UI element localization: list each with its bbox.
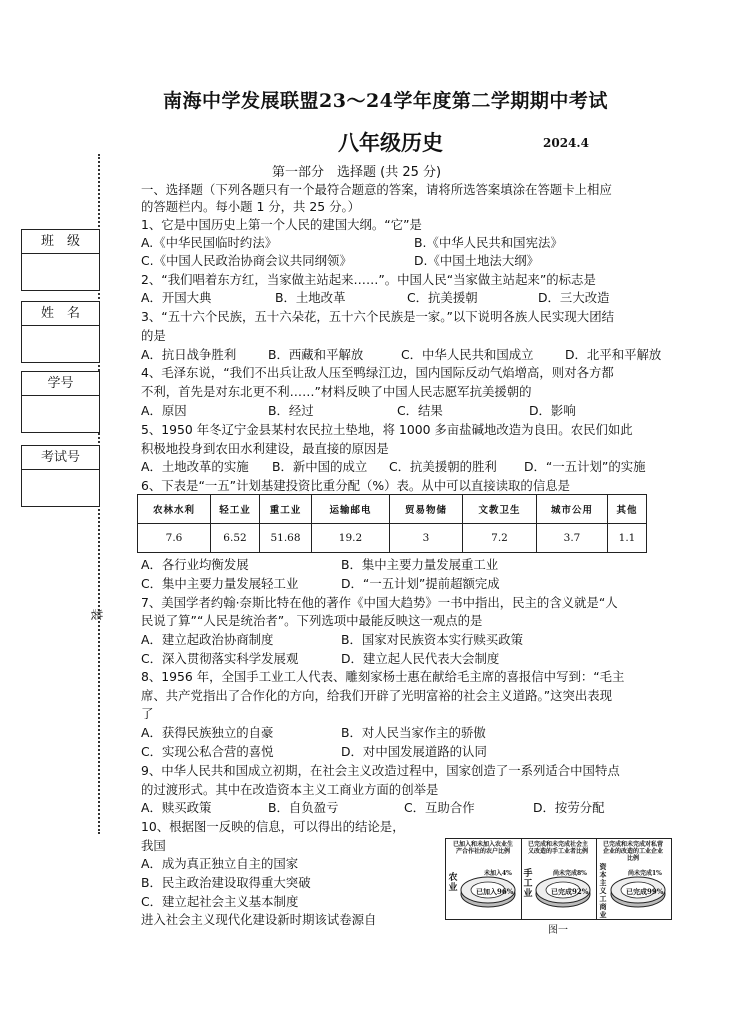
student-id-field[interactable] [21,371,100,433]
question-9-cont: 的过渡形式。其中在改造资本主义工商业方面的创举是 [141,782,439,797]
q10-option-c[interactable]: C．建立起社会主义基本制度 [141,894,299,909]
student-id-field-input[interactable] [22,396,99,432]
q7-option-c[interactable]: C．深入贯彻落实科学发展观 [141,651,299,666]
q4-option-a[interactable]: A．原因 [141,403,187,418]
question-7: 7、美国学者约翰·奈斯比特在他的著作《中国大趋势》一书中指出，民主的含义就是“人 [141,595,618,610]
question-7-cont: 民说了算”“人民是统治者”。下列选项中最能反映这一观点的是 [141,613,483,628]
pie-outer-label: 尚未完成1% [628,870,662,877]
table-cell: 19.2 [312,524,390,553]
table-cell: 7.6 [138,524,211,553]
exam-number-field-label: 考试号 [22,446,99,470]
question-10-cont: 我国 [141,838,166,853]
figure-caption: 已完成和未完成对私营企业的改造的工业企业比例 [602,841,663,862]
table-header-cell: 其他 [608,495,647,524]
table-cell: 51.68 [260,524,312,553]
q6-option-d[interactable]: D．“一五计划”提前超额完成 [341,576,500,591]
question-2: 2、“我们唱着东方红，当家做主站起来……”。中国人民“当家做主站起来”的标志是 [141,272,596,287]
exam-title: 南海中学发展联盟23～24学年度第二学期期中考试 [163,90,608,112]
q6-option-a[interactable]: A．各行业均衡发展 [141,557,249,572]
question-8-cont: 席、共产党指出了合作化的方向，给我们开辟了光明富裕的社会主义道路。”这突出表现 [141,688,613,703]
q7-option-d[interactable]: D．建立起人民代表大会制度 [341,651,500,666]
q2-option-c[interactable]: C．抗美援朝 [407,290,478,305]
q9-option-d[interactable]: D．按劳分配 [533,800,605,815]
table-cell: 3 [390,524,463,553]
table-cell: 7.2 [463,524,537,553]
student-id-field-label: 学号 [22,372,99,396]
exam-number-field[interactable] [21,445,100,507]
question-4: 4、毛泽东说，“我们不出兵让敌人压至鸭绿江边，国内国际反动气焰增高，则对各方都 [141,365,614,380]
q6-option-c[interactable]: C．集中主要力量发展轻工业 [141,576,299,591]
question-1: 1、它是中国历史上第一个人民的建国大纲。“它”是 [141,217,422,232]
q9-option-b[interactable]: B．自负盈亏 [268,800,339,815]
q6-option-b[interactable]: B．集中主要力量发展重工业 [341,557,499,572]
q5-option-d[interactable]: D．“一五计划”的实施 [524,459,646,474]
table-row [138,524,647,553]
table-header-cell: 贸易物储 [390,495,463,524]
table-header-cell: 农林水利 [138,495,211,524]
exam-number-field-input[interactable] [22,470,99,506]
q7-option-b[interactable]: B．国家对民族资本实行赎买政策 [341,632,523,647]
q3-option-d[interactable]: D．北平和平解放 [565,347,662,362]
q4-option-b[interactable]: B．经过 [268,403,314,418]
figure-side-label: 手工业 [523,869,533,899]
q5-option-a[interactable]: A．土地改革的实施 [141,459,249,474]
q2-option-a[interactable]: A．开国大典 [141,290,212,305]
binding-mark: 装 [89,608,104,621]
pie-inner-label: 已完成99% [626,887,664,896]
class-field-label: 班 级 [22,230,99,254]
q4-option-c[interactable]: C．结果 [397,403,443,418]
table-cell: 3.7 [537,524,608,553]
question-5: 5、1950 年冬辽宁金县某村农民拉土垫地，将 1000 多亩盐碱地改造为良田。农民们如此 [141,422,633,437]
section-heading: 第一部分 选择题 (共 25 分) [272,165,442,180]
q9-option-c[interactable]: C．互助合作 [404,800,475,815]
table-header-cell: 轻工业 [211,495,260,524]
pie-outer-label: 未加入4% [484,870,512,877]
figure-title: 图一 [548,925,568,936]
pie-outer-label: 尚未完成8% [553,870,587,877]
q4-option-d[interactable]: D．影响 [529,403,576,418]
pie-inner-label: 已完成92% [551,887,589,896]
question-8: 8、1956 年，全国手工业工人代表、雕刻家杨士惠在献给毛主席的喜报信中写到：“毛主 [141,669,625,684]
figure-side-label: 农业 [448,873,458,893]
q3-option-a[interactable]: A．抗日战争胜利 [141,347,237,362]
figure-caption: 已加入和未加入农业生产合作社的农户比例 [452,841,513,855]
q10-option-a[interactable]: A．成为真正独立自主的国家 [141,856,299,871]
figure-panel-agriculture [446,839,522,919]
q1-option-c[interactable]: C.《中国人民政治协商会议共同纲领》 [141,253,352,268]
q1-option-a[interactable]: A.《中华民国临时约法》 [141,235,278,250]
q8-option-c[interactable]: C．实现公私合营的喜悦 [141,744,274,759]
table-cell: 1.1 [608,524,647,553]
exam-subtitle: 八年级历史 [338,130,443,155]
q7-option-a[interactable]: A．建立起政治协商制度 [141,632,274,647]
figure-panel-handicraft [521,839,597,919]
table-header-cell: 重工业 [260,495,312,524]
table-header-cell: 城市公用 [537,495,608,524]
name-field[interactable] [21,301,100,363]
figure-1 [445,838,672,920]
question-3: 3、“五十六个民族，五十六朵花，五十六个民族是一家。”以下说明各族人民实现大团结 [141,309,614,324]
q3-option-b[interactable]: B．西藏和平解放 [268,347,364,362]
q1-option-b[interactable]: B.《中华人民共和国宪法》 [414,235,563,250]
question-9: 9、中华人民共和国成立初期，在社会主义改造过程中，国家创造了一系列适合中国特点 [141,763,620,778]
q5-option-c[interactable]: C．抗美援朝的胜利 [389,459,497,474]
q8-option-d[interactable]: D．对中国发展道路的认同 [341,744,487,759]
instruction-line: 的答题栏内。每小题 1 分，共 25 分。） [141,199,361,214]
figure-caption: 已完成和未完成社会主义改造的手工业者比例 [527,841,588,855]
q2-option-b[interactable]: B．土地改革 [275,290,346,305]
class-field[interactable] [21,229,100,291]
figure-side-label: 资本主义工商业 [599,862,607,919]
q1-option-d[interactable]: D.《中国土地法大纲》 [414,253,539,268]
q5-option-b[interactable]: B．新中国的成立 [272,459,368,474]
class-field-input[interactable] [22,254,99,290]
name-field-input[interactable] [22,326,99,362]
q8-option-a[interactable]: A．获得民族独立的自豪 [141,725,274,740]
q3-option-c[interactable]: C．中华人民共和国成立 [401,347,534,362]
exam-date: 2024.4 [543,136,589,150]
figure-panel-commerce [596,839,671,919]
investment-table [137,494,647,553]
q8-option-b[interactable]: B．对人民当家作主的骄傲 [341,725,486,740]
name-field-label: 姓 名 [22,302,99,326]
question-5-cont: 积极地投身到农田水利建设，最直接的原因是 [141,441,389,456]
table-header-row [138,495,647,524]
question-3-cont: 的是 [141,328,166,343]
table-cell: 6.52 [211,524,260,553]
question-6: 6、下表是“一五”计划基建投资比重分配（%）表。从中可以直接读取的信息是 [141,478,570,493]
q2-option-d[interactable]: D．三大改造 [538,290,610,305]
q10-option-b[interactable]: B．民主政治建设取得重大突破 [141,875,311,890]
table-header-cell: 运输邮电 [312,495,390,524]
pie-inner-label: 已加入96% [476,887,514,896]
question-8-cont: 了 [141,706,154,721]
q9-option-a[interactable]: A．赎买政策 [141,800,212,815]
question-10: 10、根据图一反映的信息，可以得出的结论是， [141,819,405,834]
instruction-line: 一、选择题（下列各题只有一个最符合题意的答案，请将所选答案填涂在答题卡上相应 [141,182,612,197]
table-header-cell: 文教卫生 [463,495,537,524]
question-4-cont: 不利，首先是对东北更不利……”材料反映了中国人民志愿军抗美援朝的 [141,384,532,399]
q10-option-d-cont[interactable]: 进入社会主义现代化建设新时期该试卷源自 [141,912,377,927]
